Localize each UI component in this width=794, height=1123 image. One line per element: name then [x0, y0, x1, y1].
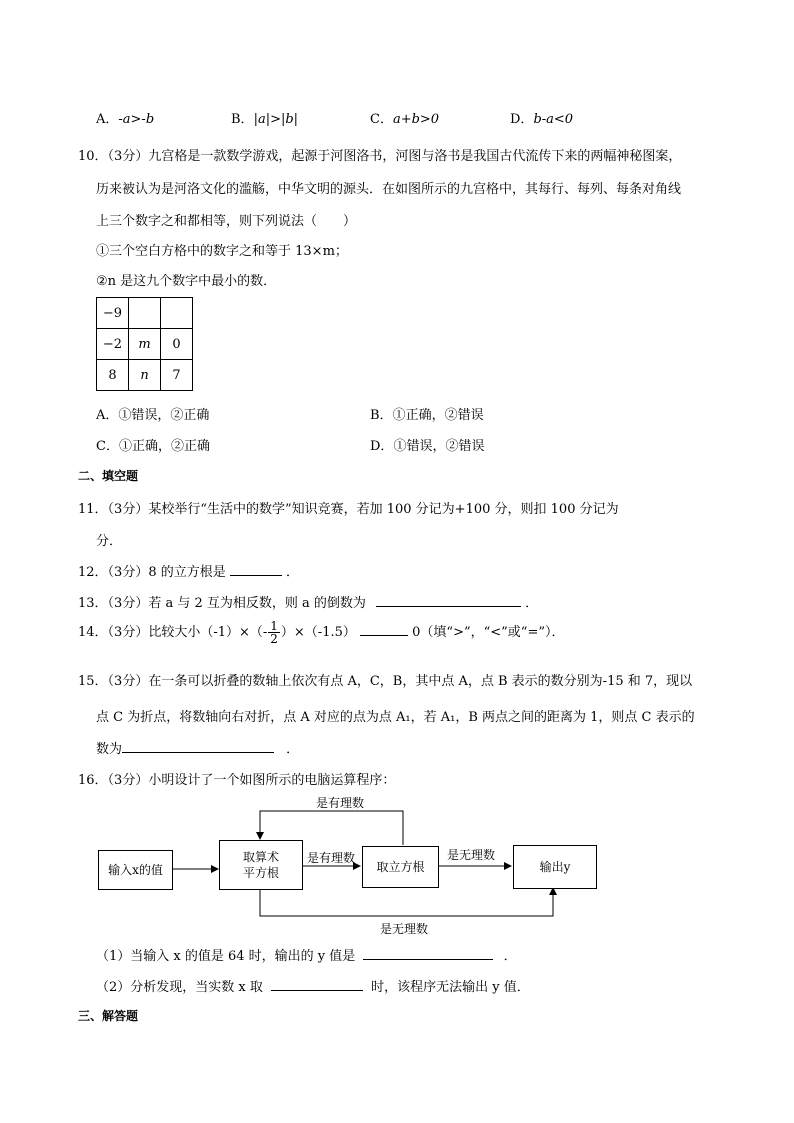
q15-line3-prefix: 数为	[96, 742, 123, 757]
option-text: |a|>|b|	[253, 112, 299, 127]
grid-cell: −2	[97, 329, 129, 360]
q14-middle: ）×（-1.5）	[280, 625, 356, 640]
q12-prefix: 12．（3分）8 的立方根是	[78, 565, 226, 580]
flow-cbrt-box	[362, 846, 439, 888]
option-text: -a>-b	[118, 112, 155, 127]
q16-sub2-prefix: （2）分析发现，当实数 x 取	[96, 980, 263, 995]
flow-sqrt-label-1: 取算术	[242, 850, 279, 864]
option-letter: D．	[510, 112, 534, 127]
option-letter: B．	[231, 112, 254, 127]
fraction-numerator: 1	[270, 619, 278, 633]
q10-statement1: ①三个空白方格中的数字之和等于 13×m；	[96, 244, 348, 259]
q16-sub1	[96, 945, 517, 964]
flow-cbrt-label: 取立方根	[376, 860, 425, 874]
q13-prefix: 13．（3分）若 a 与 2 互为相反数，则 a 的倒数为	[78, 596, 366, 611]
option-letter: A．	[96, 112, 119, 127]
grid-cell: m	[129, 329, 161, 360]
q16-sub1-suffix: ．	[503, 949, 517, 964]
option-text: a+b>0	[392, 112, 440, 127]
q10-line3: 上三个数字之和都相等，则下列说法（ ）	[96, 214, 357, 229]
q10-line2: 历来被认为是河洛文化的滥觞，中华文明的源头．在如图所示的九宫格中，其每行、每列、每条对角线	[96, 182, 682, 197]
option-letter: B．	[370, 408, 393, 423]
q15-line1: 15．（3分）在一条可以折叠的数轴上依次有点 A，C，B，其中点 A，点 B 表示的数分别为-15 和 7，现以	[78, 674, 693, 689]
grid-cell: 7	[161, 360, 193, 391]
q16-sub1-prefix: （1）当输入 x 的值是 64 时，输出的 y 值是	[96, 949, 356, 964]
flow-output-label: 输出y	[539, 860, 571, 874]
option-text: ①正确，②错误	[392, 408, 484, 423]
q13-suffix: ．	[525, 596, 539, 611]
flow-sqrt-label-2: 平方根	[242, 866, 279, 880]
option-text: b-a<0	[533, 112, 574, 127]
flow-label-mid2: 是无理数	[447, 848, 496, 862]
flow-output-box	[513, 845, 597, 889]
flow-label-top: 是有理数	[316, 796, 365, 810]
option-letter: D．	[370, 439, 394, 454]
flow-label-mid1: 是有理数	[307, 851, 356, 865]
section-title: 二、填空题	[78, 469, 139, 483]
q11-line1: 11．（3分）某校举行“生活中的数学”知识竞赛，若加 100 分记为+100 分，则扣 100 分记为	[78, 502, 619, 517]
q15-line3-suffix: ．	[286, 742, 300, 757]
q16-sub2-suffix: 时，该程序无法输出 y 值．	[371, 980, 530, 995]
option-text: ①正确，②正确	[118, 439, 210, 454]
answer-blank	[271, 978, 363, 991]
grid-cell: 0	[161, 329, 193, 360]
q16-sub2	[96, 976, 530, 995]
answer-blank	[363, 947, 493, 960]
q12-suffix: ．	[286, 565, 300, 580]
q14-prefix: 14．（3分）比较大小（-1）×（-	[78, 625, 268, 640]
flow-input-box	[98, 850, 173, 890]
fraction-denominator: 2	[270, 632, 278, 646]
grid-cell: −9	[97, 298, 129, 329]
option-text: ①错误，②正确	[118, 408, 210, 423]
option-text: ①错误，②错误	[393, 439, 485, 454]
grid-cell: n	[129, 360, 161, 391]
q14-suffix: 0（填“>”，“<”或“=”）．	[412, 625, 565, 640]
option-letter: A．	[96, 408, 119, 423]
section-title: 三、解答题	[78, 1009, 139, 1023]
flow-input-label: 输入x的值	[108, 863, 163, 877]
flow-sqrt-box	[219, 840, 303, 890]
q11-line2: 分．	[96, 534, 123, 549]
q10-statement2: ②n 是这九个数字中最小的数．	[96, 274, 277, 289]
flow-label-bottom: 是无理数	[380, 922, 429, 936]
q10-line1: 10．（3分）九宫格是一款数学游戏，起源于河图洛书，河图与洛书是我国古代流传下来的两幅神秘图案，	[78, 149, 682, 164]
option-letter: C．	[96, 439, 119, 454]
option-letter: C．	[370, 112, 393, 127]
q16-line1: 16．（3分）小明设计了一个如图所示的电脑运算程序：	[78, 773, 396, 788]
q15-line2: 点 C 为折点，将数轴向右对折，点 A 对应的点为点 A₁，若 A₁，B 两点之间的距离为 1，则点 C 表示的	[96, 710, 695, 725]
grid-cell: 8	[97, 360, 129, 391]
